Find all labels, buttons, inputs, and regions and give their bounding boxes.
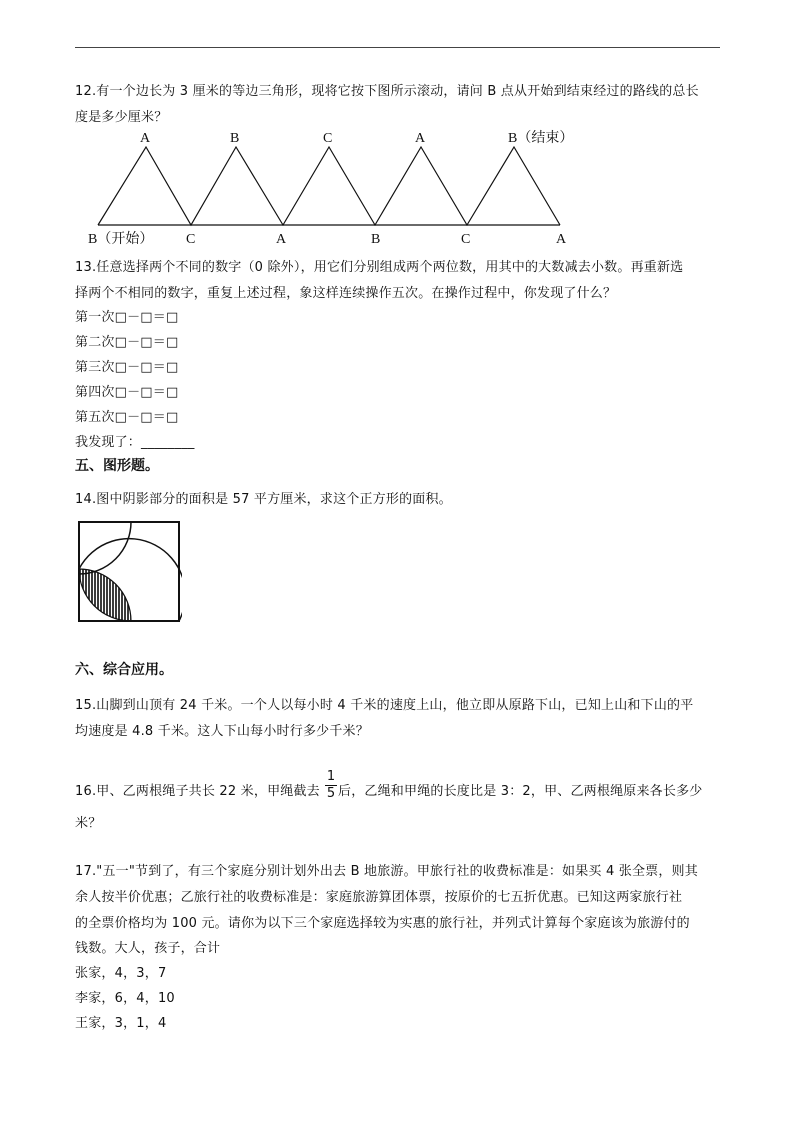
q13-row: 第四次□－□＝□ [75, 385, 179, 400]
q17-line1: 17."五一"节到了，有三个家庭分别计划外出去 B 地旅游。甲旅行社的收费标准是：如果买 4 张全票，则其 [75, 864, 698, 879]
rolling-triangle-diagram [80, 125, 600, 250]
q14-line1: 14.图中阴影部分的面积是 57 平方厘米，求这个正方形的面积。 [75, 492, 452, 507]
q12-line1: 12.有一个边长为 3 厘米的等边三角形，现将它按下图所示滚动，请问 B 点从开始到结束经过的路线的总长 [75, 84, 699, 99]
q17-line2: 余人按半价优惠；乙旅行社的收费标准是：家庭旅游算团体票，按原价的七五折优惠。已知这两家旅行社 [75, 890, 683, 905]
header-rule [75, 47, 720, 48]
q12-line2: 度是多少厘米？ [75, 110, 168, 125]
bottom-label: A [276, 232, 287, 247]
bottom-label: C [186, 232, 196, 247]
fraction-numerator: 1 [326, 769, 336, 784]
bottom-label: B [371, 232, 381, 247]
top-label: B [230, 131, 240, 146]
q15-line2: 均速度是 4.8 千米。这人下山每小时行多少千米？ [75, 724, 369, 739]
q13-row: 第二次□－□＝□ [75, 335, 179, 350]
square-shaded-diagram [76, 520, 182, 624]
q13-line1: 13.任意选择两个不同的数字（0 除外），用它们分别组成两个两位数，用其中的大数减去小数。再重新选 [75, 260, 684, 275]
q13-line2: 择两个不相同的数字，重复上述过程，象这样连续操作五次。在操作过程中，你发现了什么？ [75, 286, 617, 301]
top-label: C [323, 131, 333, 146]
top-label: A [415, 131, 426, 146]
q16-line1-before: 16.甲、乙两根绳子共长 22 米，甲绳截去 [75, 784, 320, 799]
top-label: B（结束） [508, 131, 574, 146]
q15-line1: 15.山脚到山顶有 24 千米。一个人以每小时 4 千米的速度上山，他立即从原路下山，已知上山和下山的平 [75, 698, 694, 713]
bottom-label: A [556, 232, 567, 247]
q17-line3: 的全票价格均为 100 元。请你为以下三个家庭选择较为实惠的旅行社，并列式计算每个家庭该为旅游付的 [75, 916, 690, 931]
q17-line4: 钱数。大人，孩子，合计 [75, 941, 221, 956]
q13-row: 第一次□－□＝□ [75, 310, 179, 325]
q13-found: 我发现了：________ [75, 435, 195, 450]
section5-title: 五、图形题。 [75, 458, 159, 474]
fraction-denominator: 5 [326, 786, 336, 801]
bottom-label: C [461, 232, 471, 247]
q13-row: 第三次□－□＝□ [75, 360, 179, 375]
top-label: A [140, 131, 151, 146]
bottom-label: B（开始） [88, 232, 154, 247]
q16-line2: 米？ [75, 816, 102, 831]
q13-row: 第五次□－□＝□ [75, 410, 179, 425]
q17-row: 张家，4，3，7 [75, 966, 167, 981]
section6-title: 六、综合应用。 [75, 662, 173, 678]
q17-row: 李家，6，4，10 [75, 991, 175, 1006]
q16-line1-after: 后，乙绳和甲绳的长度比是 3：2，甲、乙两根绳原来各长多少 [338, 784, 703, 799]
q17-row: 王家，3，1，4 [75, 1016, 167, 1031]
q16-fraction [325, 770, 337, 801]
